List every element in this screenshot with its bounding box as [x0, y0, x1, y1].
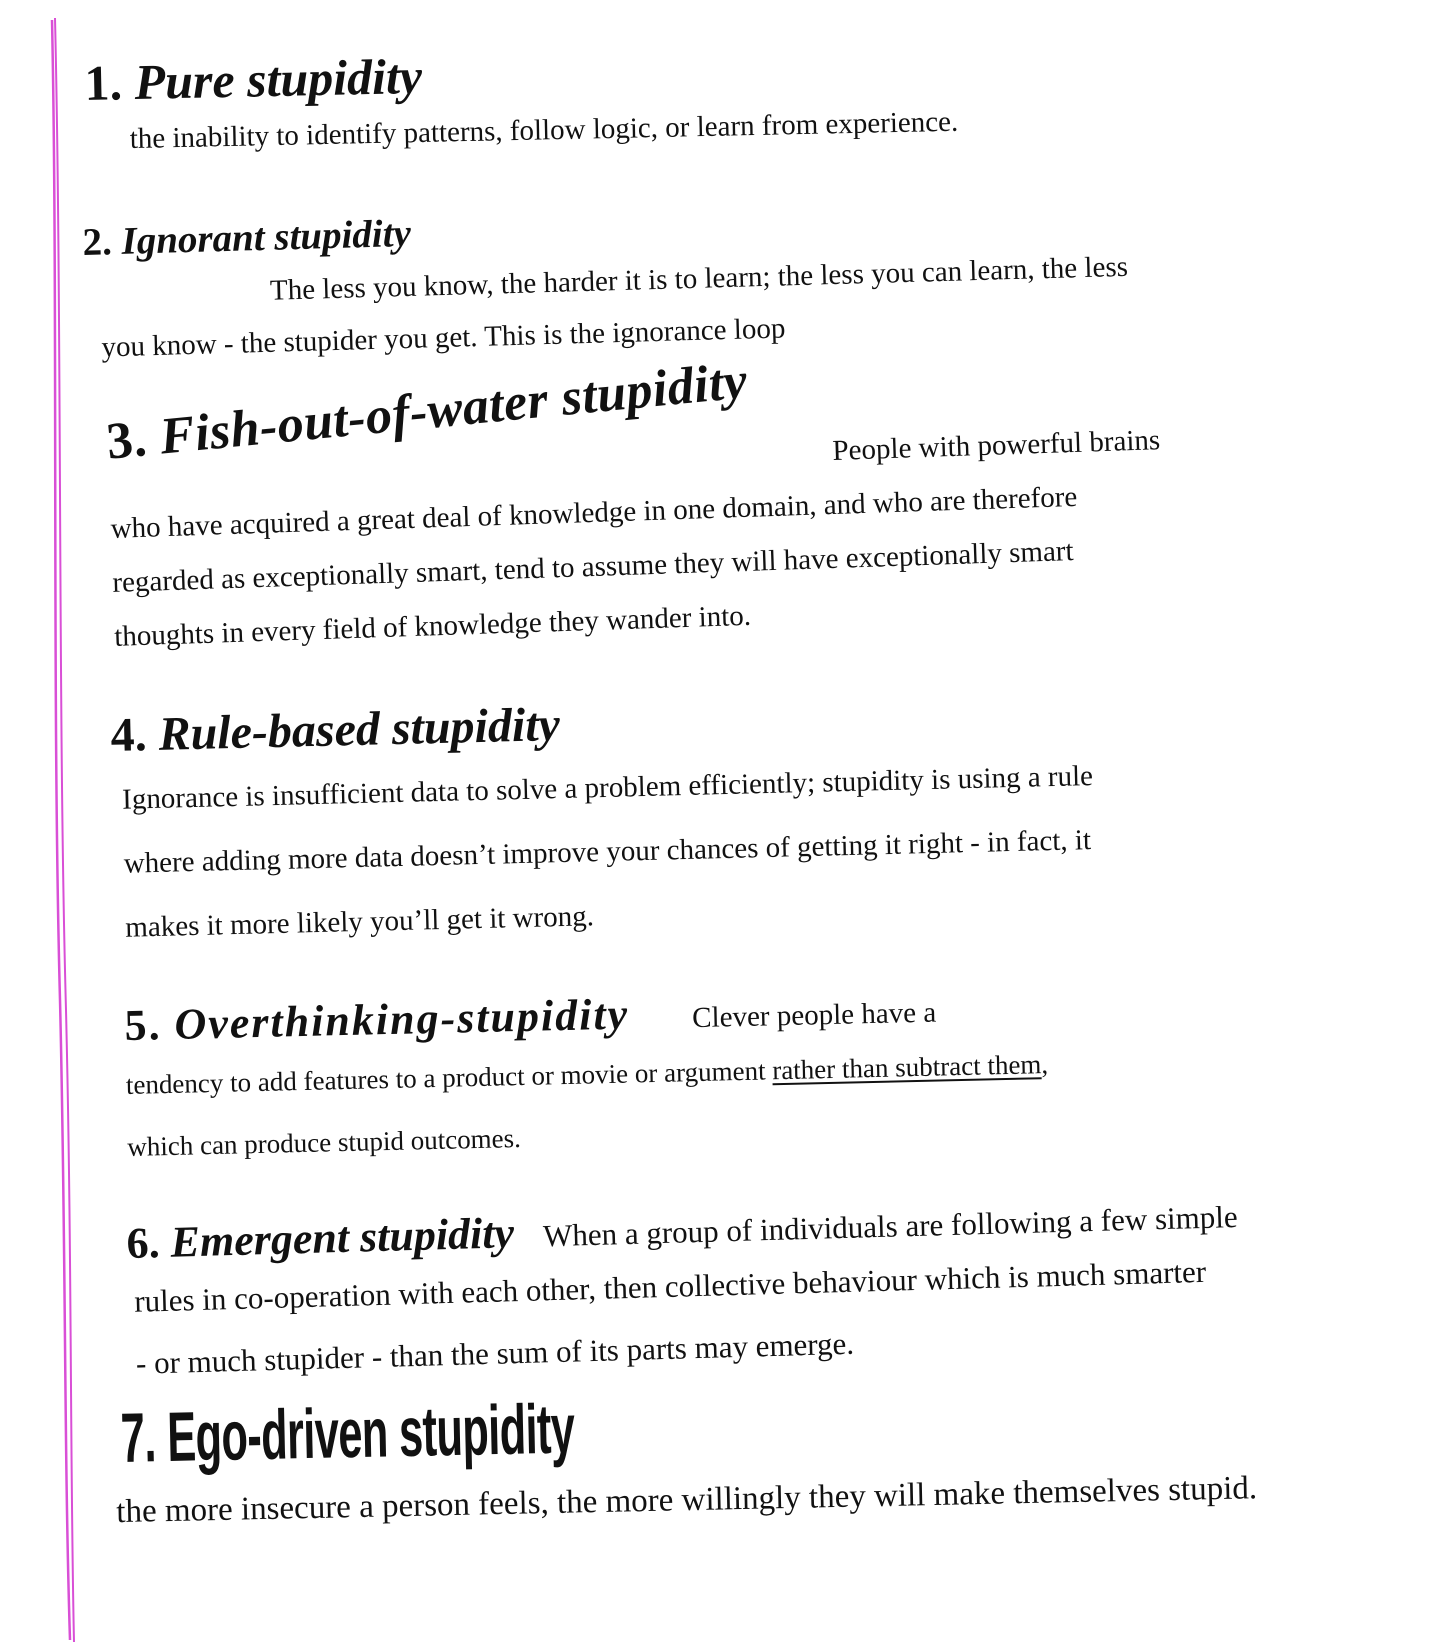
- section-text-line: regarded as exceptionally smart, tend to assume they will have exceptionally smart: [111, 535, 1075, 599]
- section-inline-text: Clever people have a: [691, 996, 937, 1035]
- section-title: Fish-out-of-water stupidity: [157, 352, 750, 466]
- text-run: tendency to add features to a product or movie or argument: [125, 1055, 773, 1101]
- section-title: Ignorant stupidity: [120, 211, 412, 263]
- section-text-line: - or much stupider - than the sum of its parts may emerge.: [135, 1326, 855, 1382]
- section-number: 7.: [119, 1398, 157, 1477]
- section-title: Ego-driven stupidity: [166, 1389, 576, 1477]
- section-1: [84, 38, 959, 167]
- section-text-line: thoughts in every field of knowledge they wander into.: [113, 599, 752, 653]
- section-number: 2.: [81, 220, 113, 264]
- section-text-line: the more insecure a person feels, the more willingly they will make themselves stupid.: [115, 1470, 1258, 1531]
- section-text-line: which can produce stupid outcomes.: [126, 1123, 522, 1163]
- section-title: Overthinking-stupidity: [173, 989, 630, 1049]
- underlined-phrase: rather than subtract them: [771, 1049, 1042, 1086]
- section-number: 4.: [109, 708, 148, 762]
- section-5: [124, 975, 1308, 1174]
- section-text-line: rules in co-operation with each other, then collective behaviour which is much smarter: [133, 1254, 1207, 1320]
- section-4: [110, 680, 1356, 955]
- section-title: Emergent stupidity: [169, 1208, 515, 1267]
- section-text-line: where adding more data doesn’t improve your chances of getting it right - in fact, it: [123, 823, 1092, 880]
- section-3-body: [108, 409, 1295, 664]
- section-title: Pure stupidity: [133, 47, 423, 110]
- section-text-line: who have acquired a great deal of knowledge in one domain, and who are therefore: [110, 480, 1078, 545]
- section-number: 5.: [123, 1000, 163, 1050]
- section-6: [126, 1185, 1390, 1393]
- section-text-line: makes it more likely you’ll get it wrong.: [124, 900, 595, 944]
- section-text-line: People with powerful brains: [831, 424, 1161, 467]
- section-number: 1.: [83, 54, 123, 111]
- section-2: [82, 188, 1316, 375]
- section-heading: [120, 1383, 940, 1477]
- section-text-line: Ignorance is insufficient data to solve a problem efficiently; stupidity is using a rule: [121, 759, 1094, 816]
- section-title: Rule-based stupidity: [157, 698, 561, 761]
- section-text-line: The less you know, the harder it is to learn; the less you can learn, the less: [269, 250, 1129, 307]
- section-text: the inability to identify patterns, follow logic, or learn from experience.: [129, 105, 959, 156]
- section-text-line: you know - the stupider you get. This is the ignorance loop: [101, 312, 786, 364]
- section-number: 3.: [104, 410, 150, 471]
- section-inline-text: When a group of individuals are following a few simple: [542, 1198, 1239, 1254]
- section-7: [115, 1372, 1443, 1539]
- section-number: 6.: [125, 1218, 161, 1268]
- text-run: ,: [1041, 1049, 1049, 1080]
